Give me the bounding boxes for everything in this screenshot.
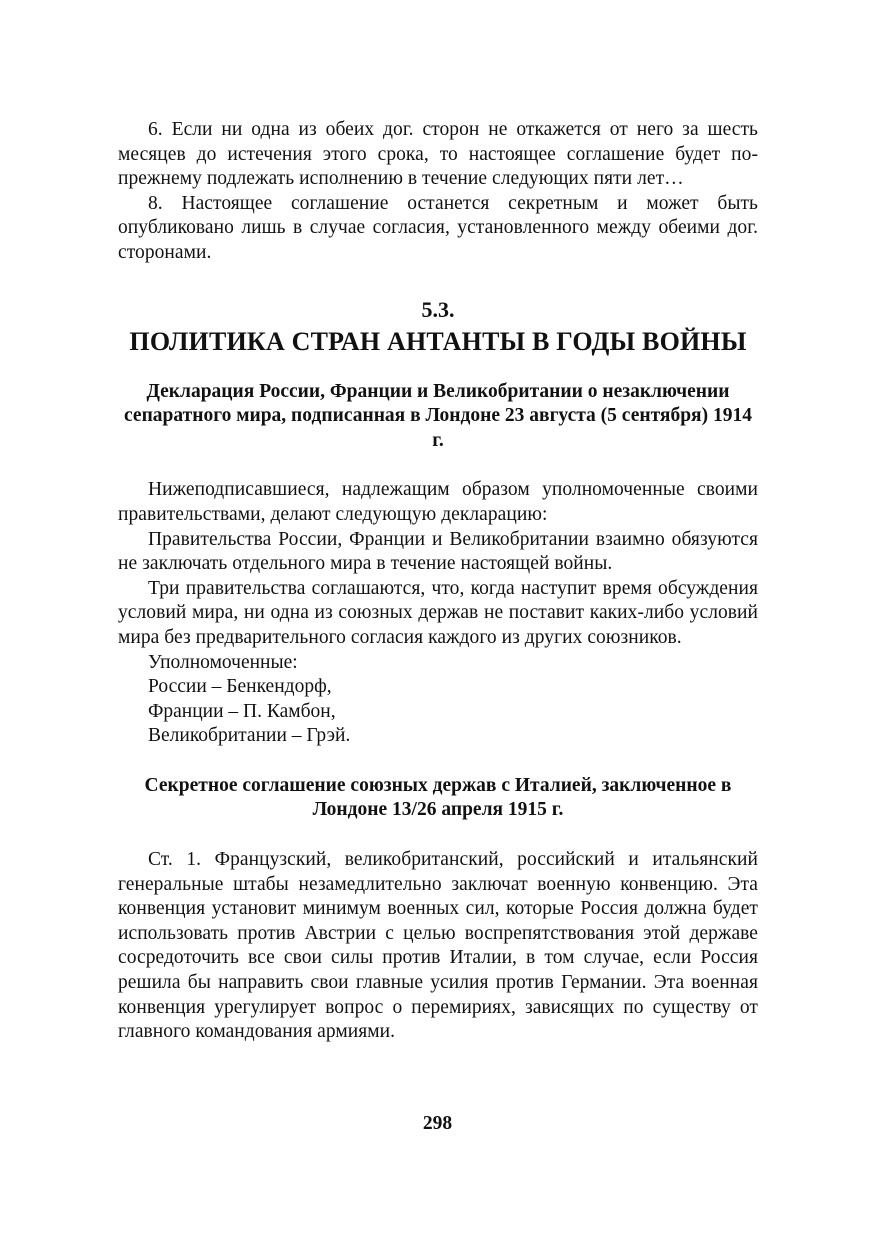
- intro-paragraph-6: 6. Если ни одна из обеих дог. сторон не откажется от него за шесть месяцев до истечения этого срока, то настоящее соглашение будет по-прежнему подлежать исполнению в течение следующих пяти лет…: [118, 119, 758, 190]
- declaration-paragraph: Правительства России, Франции и Великобритании взаимно обязуются не заключать отдельного мира в течение настоящей войны.: [118, 528, 758, 575]
- page-number: 298: [422, 1113, 453, 1134]
- page-body: [118, 118, 758, 1045]
- intro-paragraph-8: 8. Настоящее соглашение останется секретным и может быть опубликовано лишь в случае согласия, установленного между обеими дог. сторонами.: [118, 192, 758, 263]
- declaration-heading: Декларация России, Франции и Великобритании о незаключении сепаратного мира, подписанная в Лондоне 23 августа (5 сентября) 1914 г.: [124, 380, 752, 451]
- article-1-paragraph: Ст. 1. Французский, великобританский, российский и итальянский генеральные штабы незамедлительно заключат военную конвенцию. Эта конвенция установит минимум военных сил, которые Россия должна будет использовать против Австрии с целью воспрепятствования этой державе сосредоточить все свои силы против Италии, в том случае, если Россия решила бы направить свои главные усилия против Германии. Эта военная конвенция урегулирует вопрос о перемириях, зависящих по существу от главного командования армиями.: [118, 849, 758, 1043]
- declaration-body: [118, 478, 758, 749]
- italy-agreement-heading: Секретное соглашение союзных держав с Италией, заключенное в Лондоне 13/26 апреля 1915 г.: [144, 774, 732, 821]
- signatories-label: Уполномоченные:: [148, 651, 298, 673]
- signatory-france: Франции – П. Камбон,: [148, 700, 336, 722]
- section-number: 5.3.: [421, 296, 455, 322]
- signatory-britain: Великобритании – Грэй.: [148, 725, 351, 747]
- signatory-russia: России – Бенкендорф,: [148, 676, 332, 698]
- declaration-paragraph: Нижеподписавшиеся, надлежащим образом уполномоченные своими правительствами, делают следующую декларацию:: [118, 479, 758, 525]
- italy-agreement-body: [118, 848, 758, 1045]
- declaration-paragraph: Три правительства соглашаются, что, когда наступит время обсуждения условий мира, ни одна из союзных держав не поставит каких-либо условий мира без предварительного согласия каждого из других союзников.: [118, 577, 758, 648]
- section-title: ПОЛИТИКА СТРАН АНТАНТЫ В ГОДЫ ВОЙНЫ: [129, 326, 747, 356]
